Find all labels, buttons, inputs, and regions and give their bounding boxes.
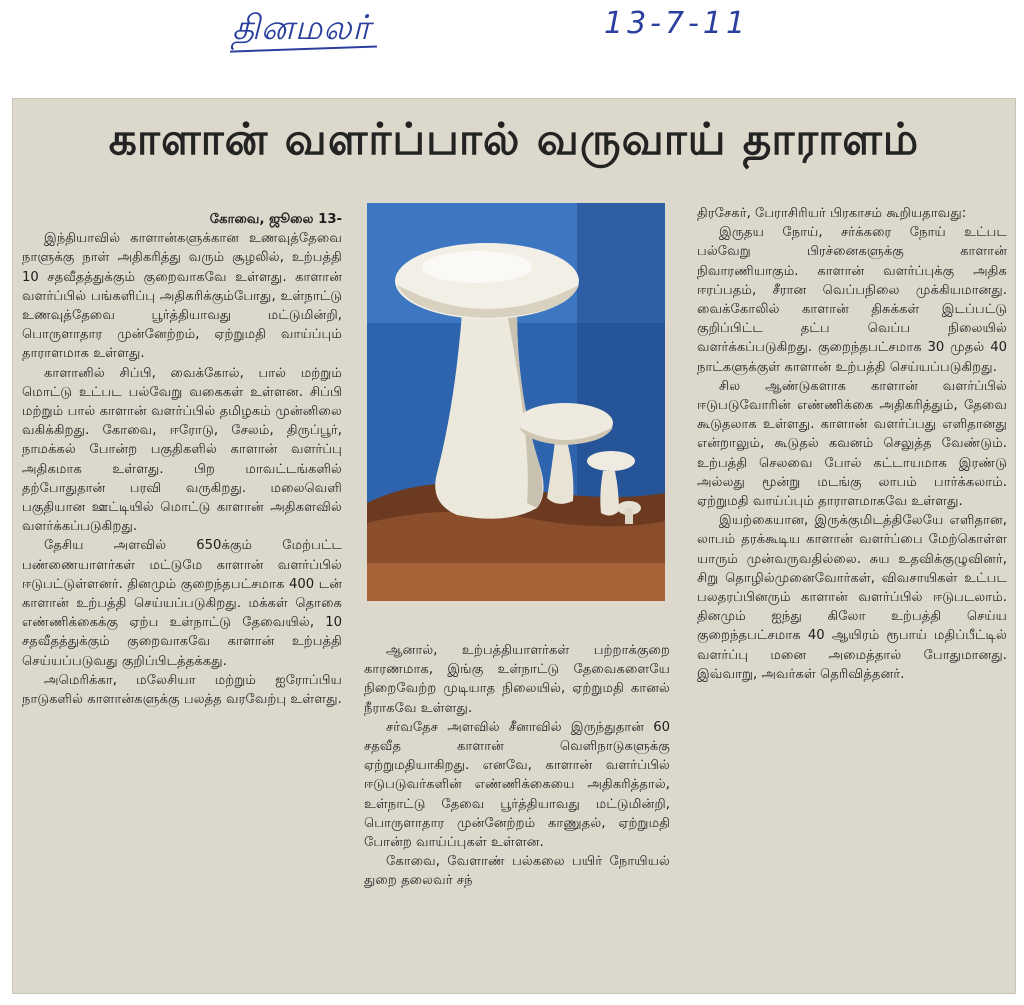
mushroom-illustration — [367, 203, 665, 601]
paragraph: காளானில் சிப்பி, வைக்கோல், பால் மற்றும் மொட்டு உட்பட பல்வேறு வகைகள் உள்ளன. சிப்பி மற்றும் பால் காளான் வளர்ப்பில் தமிழகம் முன்னிலை வகிக்கிறது. கோவை, ஈரோடு, சேலம், திருப்பூர், நாமக்கல் போன்ற பகுதிகளில் காளான் வளர்ப்பு அதிகமாக உள்ளது. பிற மாவட்டங்களில் தற்போதுதான் பரவி வருகிறது. மலைவெளி பகுதியான ஊட்டியில் மொட்டு காளான் அதிகளவில் வளர்க்கப்படுகிறது. — [22, 365, 342, 535]
paragraph: திரசேகர், பேராசிரியர் பிரகாசம் கூறியதாவது: — [697, 206, 967, 221]
newspaper-clipping — [12, 98, 1016, 994]
paragraph: கோவை, வேளாண் பல்கலை பயிர் நோயியல் துறை தலைவர் சந் — [364, 854, 670, 889]
paragraph: ஆனால், உற்பத்தியாளர்கள் பற்றாக்குறை காரணமாக, இங்கு உள்நாட்டு தேவைகளையே நிறைவேற்ற முடியாத நிலையில், ஏற்றுமதி கானல் நீராகவே உள்ளது. — [364, 643, 670, 716]
handwritten-date: 13-7-11 — [604, 6, 750, 41]
paragraph: இருதய நோய், சர்க்கரை நோய் உட்பட பல்வேறு பிரச்னைகளுக்கு காளான் நிவாரணியாகும். காளான் வளர்ப்புக்கு அதிக ஈரப்பதம், சீரான வெப்பநிலை முக்கியமானது. வைக்கோலில் காளான் திசுக்கள் இடப்பட்டு குறிப்பிட்ட தட்ப வெப்ப நிலையில் வளர்க்கப்படுகிறது. குறைந்தபட்சமாக 30 முதல் 40 நாட்களுக்குள் காளான் உற்பத்தி செய்யப்படுகிறது. — [697, 225, 1007, 375]
handwritten-paper-name — [232, 8, 371, 52]
paragraph: சில ஆண்டுகளாக காளான் வளர்ப்பில் ஈடுபடுவோரின் எண்ணிக்கை அதிகரித்தும், தேவை கூடுதலாக உள்ளது. காளான் வளர்ப்பது எளிதானது என்றாலும், கூடுதல் கவனம் செலுத்த வேண்டும். உற்பத்தி செலவை போல் கட்டாயமாக இரண்டு அல்லது மூன்று மடங்கு லாபம் பார்க்கலாம். ஏற்றுமதி வாய்ப்பும் தாராளமாகவே உள்ளது. — [697, 378, 1007, 510]
column-1 — [22, 210, 342, 709]
paragraph: சர்வதேச அளவில் சீனாவில் இருந்துதான் 60 சதவீத காளான் வெளிநாடுகளுக்கு ஏற்றுமதியாகிறது. எனவே, காளான் வளர்ப்பில் ஈடுபடுவர்களின் எண்ணிக்கையை அதிகரித்தால், உள்நாட்டு தேவை பூர்த்தியாவது மட்டுமின்றி, பொருளாதார முன்னேற்றம் காணுதல், ஏற்றுமதி போன்ற வாய்ப்புகள் உள்ளன. — [364, 719, 670, 851]
paragraph: அமெரிக்கா, மலேசியா மற்றும் ஐரோப்பிய நாடுகளில் காளான்களுக்கு பலத்த வரவேற்பு உள்ளது. — [22, 672, 342, 708]
column-2 — [364, 641, 670, 891]
headline: காளான் வளர்ப்பால் வருவாய் தாராளம் — [108, 114, 920, 165]
paragraph: இந்தியாவில் காளான்களுக்கான உணவுத்தேவை நாளுக்கு நாள் அதிகரித்து வரும் சூழலில், உற்பத்தி 10 சதவீதத்துக்கும் குறைவாகவே உள்ளது. காளான் வளர்ப்பில் பங்களிப்பு அதிகரிக்கும்போது, உள்நாட்டு உணவுத்தேவை பூர்த்தியாவது மட்டுமின்றி, பொருளாதார முன்னேற்றம், ஏற்றுமதி வாய்ப்பும் தாராளமாக உள்ளது. — [22, 231, 342, 362]
dateline: கோவை, ஜூலை 13- — [209, 212, 342, 227]
column-3 — [697, 204, 1007, 684]
paragraph: தேசிய அளவில் 650க்கும் மேற்பட்ட பண்ணையாளர்கள் மட்டுமே காளான் வளர்ப்பில் ஈடுபட்டுள்ளனர். தினமும் குறைந்தபட்சமாக 400 டன் காளான் உற்பத்தி செய்யப்படுகிறது. மக்கள் தொகை எண்ணிக்கைக்கு ஏற்ப உள்நாட்டு தேவையில், 10 சதவீதத்துக்கும் குறைவாகவே காளான் உற்பத்தி செய்யப்படுவது குறிப்பிடத்தக்கது. — [22, 538, 342, 669]
mushroom-photo — [367, 203, 665, 601]
paper-name-text: தினமலர் — [232, 8, 372, 48]
paragraph: இயற்கையான, இருக்குமிடத்திலேயே எளிதான, லாபம் தரக்கூடிய காளான் வளர்ப்பை மேற்கொள்ள யாரும் முன்வருவதில்லை. சுய உதவிக்குழுவினர், சிறு தொழில்முனைவோர்கள், விவசாயிகள் உட்பட பலதரப்பினரும் காளான் வளர்ப்பில் ஈடுபடலாம். தினமும் ஐந்து கிலோ உற்பத்தி செய்ய குறைந்தபட்சமாக 40 ஆயிரம் ரூபாய் மதிப்பீட்டில் வளர்ப்பு மனை அமைத்தால் போதுமானது. இவ்வாறு, அவர்கள் தெரிவித்தனர். — [697, 513, 1007, 682]
